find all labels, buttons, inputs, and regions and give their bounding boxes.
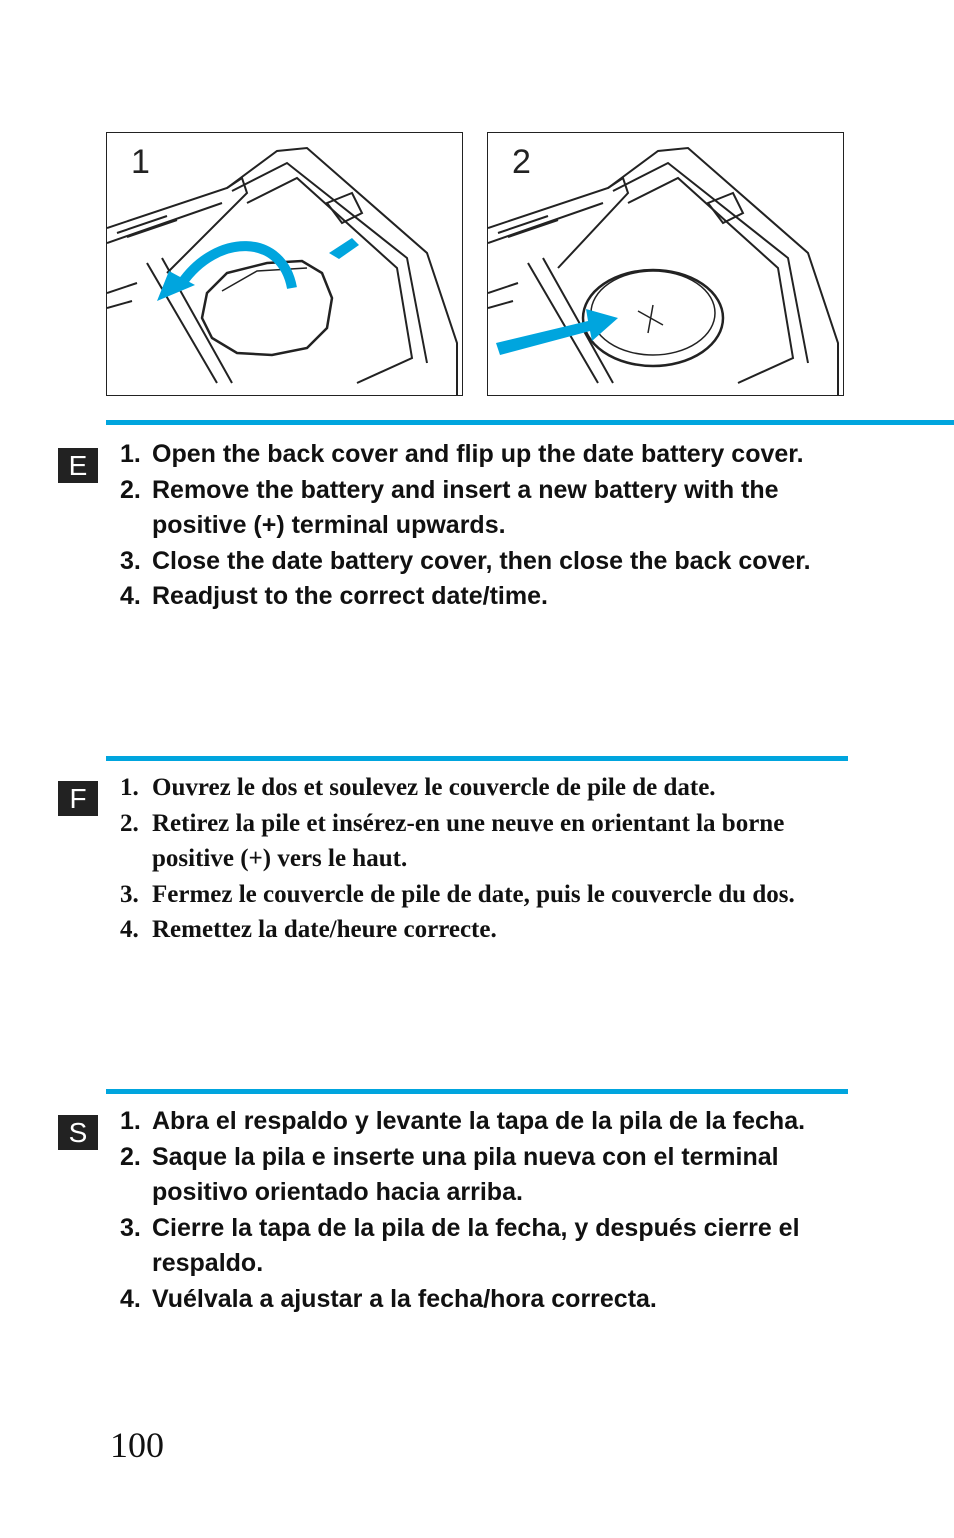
list-item <box>120 1282 850 1318</box>
step-text: Retirez la pile et insérez-en une neuve en orientant la borne positive (+) vers le haut. <box>152 809 785 872</box>
step-number: 1. <box>120 440 141 468</box>
step-number: 4. <box>120 916 139 943</box>
step-number: 2. <box>120 809 139 837</box>
list-item <box>120 473 850 544</box>
language-badge-english: E <box>58 448 98 483</box>
step-text: Ouvrez le dos et soulevez le couvercle de pile de date. <box>152 774 716 801</box>
section-divider-spanish <box>106 1089 848 1094</box>
step-text: Saque la pila e inserte una pila nueva con el terminal positivo orientado hacia arriba. <box>152 1142 779 1206</box>
step-text: Vuélvala a ajustar a la fecha/hora correcta. <box>152 1284 657 1313</box>
step-number: 2. <box>120 475 141 504</box>
step-text: Fermez le couvercle de pile de date, puis le couvercle du dos. <box>152 880 795 908</box>
list-item <box>120 877 850 913</box>
section-divider-english <box>106 420 954 425</box>
figure-insert-battery <box>487 132 844 396</box>
list-item <box>120 912 850 948</box>
step-number: 4. <box>120 582 141 610</box>
step-text: Remove the battery and insert a new battery with the positive (+) terminal upwards. <box>152 475 779 539</box>
language-badge-spanish: S <box>58 1115 98 1150</box>
list-item <box>120 770 850 806</box>
step-number: 1. <box>120 1107 141 1135</box>
page-number: 100 <box>110 1425 164 1465</box>
list-item <box>120 1104 850 1140</box>
list-item <box>120 806 850 877</box>
steps-list-english <box>120 437 850 615</box>
steps-list-french <box>120 770 850 948</box>
figure-number-1: 1 <box>131 143 150 181</box>
list-item <box>120 1211 850 1282</box>
step-text: Close the date battery cover, then close the back cover. <box>152 546 811 575</box>
figure-number-2: 2 <box>512 143 531 181</box>
step-number: 3. <box>120 546 141 575</box>
section-divider-french <box>106 756 848 761</box>
steps-list-spanish <box>120 1104 850 1317</box>
step-number: 1. <box>120 774 139 801</box>
step-text: Open the back cover and flip up the date battery cover. <box>152 440 804 468</box>
step-number: 3. <box>120 1213 141 1242</box>
language-badge-french: F <box>58 781 98 816</box>
camera-battery-compartment-illustration <box>488 133 844 396</box>
step-text: Abra el respaldo y levante la tapa de la pila de la fecha. <box>152 1107 806 1135</box>
list-item <box>120 437 850 473</box>
figure-remove-battery <box>106 132 463 396</box>
list-item <box>120 544 850 580</box>
list-item <box>120 1140 850 1211</box>
step-number: 4. <box>120 1284 141 1313</box>
step-text: Cierre la tapa de la pila de la fecha, y después cierre el respaldo. <box>152 1213 800 1277</box>
list-item <box>120 579 850 615</box>
step-number: 3. <box>120 880 139 908</box>
step-number: 2. <box>120 1142 141 1171</box>
step-text: Readjust to the correct date/time. <box>152 582 548 610</box>
step-text: Remettez la date/heure correcte. <box>152 916 497 943</box>
camera-battery-compartment-illustration <box>107 133 463 396</box>
